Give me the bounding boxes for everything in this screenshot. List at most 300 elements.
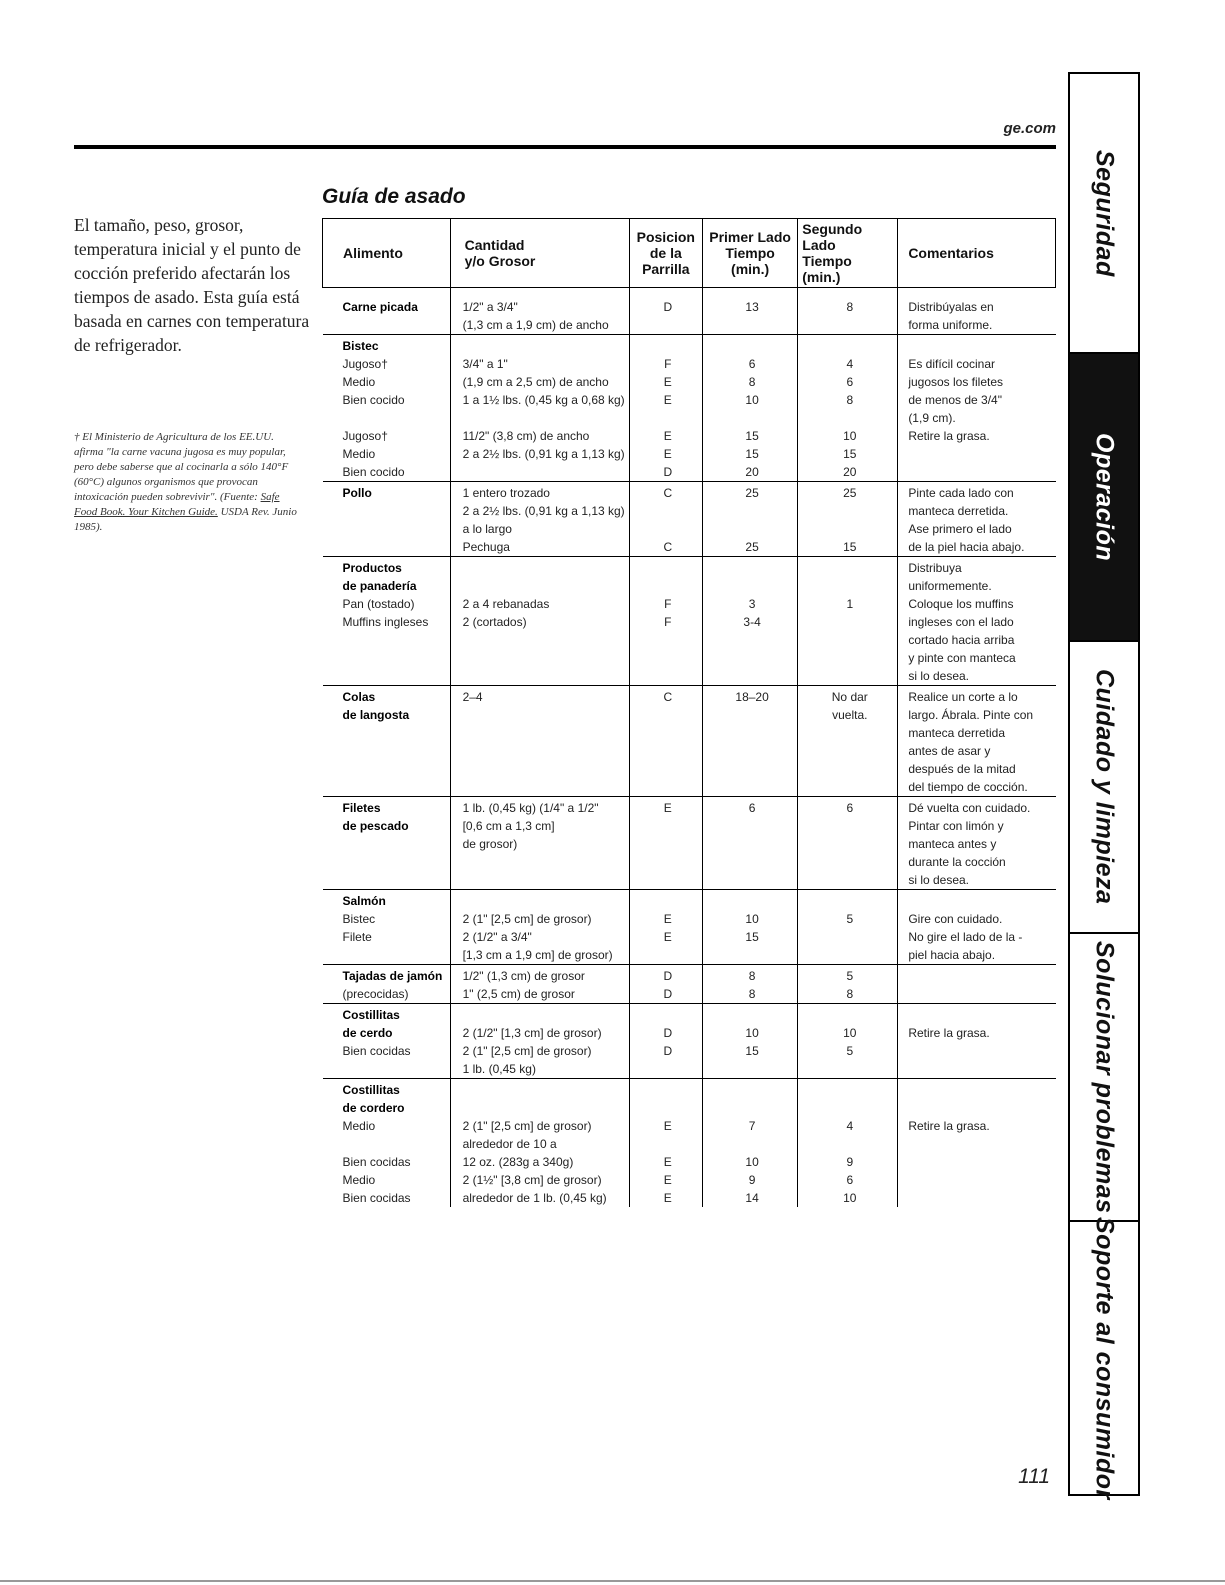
quantity-cell	[450, 706, 629, 724]
second-side-time-cell	[798, 817, 898, 835]
quantity-cell: 2 a 4 rebanadas	[450, 595, 629, 613]
table-row	[323, 706, 1056, 724]
rack-position-cell	[629, 1135, 702, 1153]
table-row	[323, 1117, 1056, 1135]
tab-label: Soporte al consumidor	[1090, 1216, 1119, 1500]
table-row	[323, 817, 1056, 835]
first-side-time-cell: 10	[702, 1153, 797, 1171]
food-cell	[323, 649, 451, 667]
food-cell	[323, 1024, 451, 1042]
first-side-time-cell: 15	[702, 1042, 797, 1060]
rack-position-cell: E	[629, 1189, 702, 1207]
comment-cell: Dé vuelta con cuidado.	[898, 797, 1056, 818]
comment-cell: Coloque los muffins	[898, 595, 1056, 613]
rack-position-cell	[629, 817, 702, 835]
rack-position-cell: F	[629, 355, 702, 373]
table-row	[323, 391, 1056, 409]
table-row	[323, 427, 1056, 445]
table-row	[323, 835, 1056, 853]
table-row	[323, 316, 1056, 335]
intro-paragraph: El tamaño, peso, grosor, temperatura inicial y el punto de cocción preferido afectarán los tiempos de asado. Esta guía está basada en carnes con temperatura de refrigerador.	[74, 215, 310, 355]
food-cell	[323, 1060, 451, 1079]
comment-cell: No gire el lado de la -	[898, 928, 1056, 946]
food-cell	[323, 1079, 451, 1100]
first-side-time-cell: 6	[702, 355, 797, 373]
header-rule	[74, 145, 1056, 149]
food-cell: Bistec	[342, 912, 376, 926]
second-side-time-cell: 8	[798, 985, 898, 1004]
comment-cell: si lo desea.	[898, 871, 1056, 890]
table-row	[323, 631, 1056, 649]
rack-position-cell	[629, 667, 702, 686]
quantity-cell	[450, 557, 629, 578]
table-header-row	[323, 219, 1056, 288]
second-side-time-cell	[798, 316, 898, 335]
comment-cell	[898, 965, 1056, 986]
first-side-time-cell	[702, 706, 797, 724]
second-side-time-cell: No dar	[798, 686, 898, 707]
food-cell	[323, 778, 451, 797]
comment-cell: Retire la grasa.	[898, 427, 1056, 445]
table-row	[323, 928, 1056, 946]
table-row	[323, 965, 1056, 986]
table-row	[323, 1171, 1056, 1189]
second-side-time-cell	[798, 1060, 898, 1079]
comment-cell: cortado hacia arriba	[898, 631, 1056, 649]
first-side-time-cell: 10	[702, 1024, 797, 1042]
rack-position-cell	[629, 335, 702, 356]
comment-cell	[898, 890, 1056, 911]
second-side-time-cell	[798, 1079, 898, 1100]
comment-cell: Gire con cuidado.	[898, 910, 1056, 928]
first-side-time-cell: 8	[702, 373, 797, 391]
quantity-cell: 1 lb. (0,45 kg)	[450, 1060, 629, 1079]
comment-cell: Pintar con limón y	[898, 817, 1056, 835]
first-side-time-cell	[702, 871, 797, 890]
rack-position-cell	[629, 1004, 702, 1025]
tab-seguridad[interactable]	[1070, 74, 1138, 354]
food-group-name: Salmón	[342, 894, 386, 908]
quantity-cell	[450, 742, 629, 760]
quantity-cell: 1 a 1½ lbs. (0,45 kg a 0,68 kg)	[450, 391, 629, 409]
header-rack-position: Posicion de la Parrilla	[629, 219, 702, 288]
rack-position-cell	[629, 1079, 702, 1100]
second-side-time-cell: 4	[798, 1117, 898, 1135]
table-row	[323, 373, 1056, 391]
table-row	[323, 910, 1056, 928]
comment-cell: (1,9 cm).	[898, 409, 1056, 427]
comment-cell	[898, 985, 1056, 1004]
food-cell: Pan (tostado)	[342, 597, 415, 611]
table-row	[323, 577, 1056, 595]
first-side-time-cell: 20	[702, 463, 797, 482]
second-side-time-cell	[798, 502, 898, 520]
first-side-time-cell: 15	[702, 427, 797, 445]
food-group-name: Carne picada	[342, 300, 418, 314]
footnote-source: Safe Food Book. Your Kitchen Guide.	[74, 491, 280, 518]
header-food: Alimento	[323, 219, 451, 288]
comment-cell	[898, 1153, 1056, 1171]
food-cell	[323, 835, 451, 853]
first-side-time-cell	[702, 1004, 797, 1025]
second-side-time-cell: 5	[798, 965, 898, 986]
first-side-time-cell	[702, 890, 797, 911]
first-side-time-cell	[702, 667, 797, 686]
table-row	[323, 538, 1056, 557]
tab-solucionar-problemas[interactable]	[1070, 934, 1138, 1222]
quantity-cell	[450, 649, 629, 667]
second-side-time-cell	[798, 1135, 898, 1153]
quantity-cell: 3/4" a 1"	[450, 355, 629, 373]
first-side-time-cell: 3-4	[702, 613, 797, 631]
table-row	[323, 667, 1056, 686]
quantity-cell: 2 (1" [2,5 cm] de grosor)	[450, 1042, 629, 1060]
tab-operacion[interactable]	[1070, 354, 1138, 642]
second-side-time-cell	[798, 335, 898, 356]
table-row	[323, 502, 1056, 520]
first-side-time-cell: 8	[702, 965, 797, 986]
food-cell	[323, 946, 451, 965]
quantity-cell: 1/2" (1,3 cm) de grosor	[450, 965, 629, 986]
second-side-time-cell	[798, 1004, 898, 1025]
rack-position-cell: C	[629, 686, 702, 707]
comment-cell: manteca derretida	[898, 724, 1056, 742]
rack-position-cell: D	[629, 985, 702, 1004]
second-side-time-cell: 10	[798, 1189, 898, 1207]
rack-position-cell: C	[629, 482, 702, 503]
food-group-name: de panadería	[342, 579, 417, 593]
tab-label: Seguridad	[1090, 149, 1119, 277]
food-cell: Medio	[342, 1173, 376, 1187]
second-side-time-cell: 20	[798, 463, 898, 482]
second-side-time-cell: 8	[798, 391, 898, 409]
rack-position-cell: E	[629, 928, 702, 946]
comment-cell: de la piel hacia abajo.	[898, 538, 1056, 557]
food-cell: Bien cocido	[342, 465, 405, 479]
second-side-time-cell	[798, 520, 898, 538]
rack-position-cell	[629, 520, 702, 538]
food-cell: Bien cocidas	[342, 1044, 411, 1058]
food-cell	[323, 1135, 451, 1153]
food-cell	[323, 706, 451, 724]
first-side-time-cell: 10	[702, 910, 797, 928]
comment-cell	[898, 1189, 1056, 1207]
quantity-cell: de grosor)	[450, 835, 629, 853]
comment-cell: Retire la grasa.	[898, 1117, 1056, 1135]
quantity-cell	[450, 463, 629, 482]
first-side-time-cell: 18–20	[702, 686, 797, 707]
table-row	[323, 613, 1056, 631]
food-cell: Bien cocido	[342, 393, 405, 407]
page-number: 111	[1018, 1465, 1050, 1488]
second-side-time-cell	[798, 946, 898, 965]
rack-position-cell	[629, 1060, 702, 1079]
table-row	[323, 742, 1056, 760]
comment-cell: si lo desea.	[898, 667, 1056, 686]
header-second-side: Segundo Lado Tiempo (min.)	[798, 219, 898, 288]
comment-cell	[898, 1099, 1056, 1117]
table-row	[323, 1024, 1056, 1042]
quantity-cell	[450, 890, 629, 911]
quantity-cell: [0,6 cm a 1,3 cm]	[450, 817, 629, 835]
quantity-cell: 2 (1/2" a 3/4"	[450, 928, 629, 946]
comment-cell	[898, 1004, 1056, 1025]
first-side-time-cell: 25	[702, 538, 797, 557]
table-row	[323, 890, 1056, 911]
quantity-cell	[450, 409, 629, 427]
first-side-time-cell	[702, 817, 797, 835]
comment-cell	[898, 463, 1056, 482]
comment-cell: Retire la grasa.	[898, 1024, 1056, 1042]
second-side-time-cell	[798, 853, 898, 871]
second-side-time-cell: 25	[798, 482, 898, 503]
tab-cuidado-y-limpieza[interactable]	[1070, 642, 1138, 934]
food-cell	[323, 1004, 451, 1025]
table-row	[323, 1099, 1056, 1117]
table-row	[323, 760, 1056, 778]
comment-cell: durante la cocción	[898, 853, 1056, 871]
food-group-name: de cordero	[342, 1101, 405, 1115]
second-side-time-cell	[798, 778, 898, 797]
comment-cell: piel hacia abajo.	[898, 946, 1056, 965]
first-side-time-cell: 15	[702, 928, 797, 946]
rack-position-cell	[629, 724, 702, 742]
header-quantity: Cantidad y/o Grosor	[450, 219, 629, 288]
rack-position-cell	[629, 557, 702, 578]
quantity-cell: 12 oz. (283g a 340g)	[450, 1153, 629, 1171]
table-row	[323, 686, 1056, 707]
second-side-time-cell	[798, 890, 898, 911]
rack-position-cell: E	[629, 1153, 702, 1171]
rack-position-cell: E	[629, 1117, 702, 1135]
rack-position-cell	[629, 631, 702, 649]
quantity-cell: Pechuga	[450, 538, 629, 557]
second-side-time-cell	[798, 724, 898, 742]
second-side-time-cell	[798, 742, 898, 760]
quantity-cell	[450, 760, 629, 778]
second-side-time-cell	[798, 871, 898, 890]
comment-cell: de menos de 3/4"	[898, 391, 1056, 409]
rack-position-cell: E	[629, 1171, 702, 1189]
table-row	[323, 520, 1056, 538]
first-side-time-cell	[702, 760, 797, 778]
header-comments: Comentarios	[898, 219, 1056, 288]
food-group-name: Costillitas	[342, 1083, 400, 1097]
first-side-time-cell	[702, 946, 797, 965]
footnote-tail: USDA Rev. Junio 1985).	[74, 506, 297, 533]
footnote-text: † El Ministerio de Agricultura de los EE.UU. afirma "la carne vacuna jugosa es muy popular, pero debe saberse que al cocinarla a sólo 140°F (60°C) algunos organismos que provocan intoxicación pueden sobrevivir". (Fuente:	[74, 431, 289, 503]
food-cell: Jugoso†	[342, 357, 388, 371]
quantity-cell: 2–4	[450, 686, 629, 707]
rack-position-cell	[629, 871, 702, 890]
second-side-time-cell: 15	[798, 445, 898, 463]
second-side-time-cell: 9	[798, 1153, 898, 1171]
comment-cell: Es difícil cocinar	[898, 355, 1056, 373]
second-side-time-cell: 10	[798, 1024, 898, 1042]
table-row	[323, 445, 1056, 463]
rack-position-cell: E	[629, 427, 702, 445]
rack-position-cell	[629, 1099, 702, 1117]
food-group-name: de langosta	[342, 708, 410, 722]
rack-position-cell	[629, 835, 702, 853]
first-side-time-cell	[702, 1135, 797, 1153]
comment-cell	[898, 1135, 1056, 1153]
bottom-edge	[0, 1580, 1225, 1582]
quantity-cell: 1 entero trozado	[450, 482, 629, 503]
comment-cell	[898, 1171, 1056, 1189]
quantity-cell: alrededor de 1 lb. (0,45 kg)	[450, 1189, 629, 1207]
comment-cell: y pinte con manteca	[898, 649, 1056, 667]
food-cell: Muffins ingleses	[342, 615, 429, 629]
quantity-cell: 2 (cortados)	[450, 613, 629, 631]
comment-cell	[898, 445, 1056, 463]
rack-position-cell: F	[629, 613, 702, 631]
comment-cell: manteca derretida.	[898, 502, 1056, 520]
quantity-cell	[450, 1079, 629, 1100]
food-cell	[323, 797, 451, 818]
rack-position-cell: F	[629, 595, 702, 613]
quantity-cell: 2 (1" [2,5 cm] de grosor)	[450, 910, 629, 928]
second-side-time-cell: 6	[798, 797, 898, 818]
first-side-time-cell	[702, 520, 797, 538]
comment-cell: después de la mitad	[898, 760, 1056, 778]
first-side-time-cell	[702, 1060, 797, 1079]
second-side-time-cell	[798, 1099, 898, 1117]
food-group-name: Productos	[342, 561, 402, 575]
food-cell: Bien cocidas	[342, 1155, 411, 1169]
comment-cell: uniformemente.	[898, 577, 1056, 595]
food-cell	[323, 335, 451, 356]
food-cell	[323, 557, 451, 578]
food-cell	[323, 409, 451, 427]
header-first-side: Primer Lado Tiempo (min.)	[702, 219, 797, 288]
comment-cell: forma uniforme.	[898, 316, 1056, 335]
rack-position-cell	[629, 409, 702, 427]
table-row	[323, 1153, 1056, 1171]
quantity-cell: 11/2" (3,8 cm) de ancho	[450, 427, 629, 445]
second-side-time-cell: 6	[798, 1171, 898, 1189]
comment-cell: del tiempo de cocción.	[898, 778, 1056, 797]
rack-position-cell	[629, 649, 702, 667]
food-cell	[323, 502, 451, 520]
rack-position-cell: E	[629, 797, 702, 818]
quantity-cell	[450, 871, 629, 890]
second-side-time-cell	[798, 835, 898, 853]
food-cell	[323, 1099, 451, 1117]
quantity-cell	[450, 853, 629, 871]
table-row	[323, 724, 1056, 742]
second-side-time-cell: 15	[798, 538, 898, 557]
food-group-name: Pollo	[342, 486, 372, 500]
comment-cell: Distribuya	[898, 557, 1056, 578]
rack-position-cell: E	[629, 910, 702, 928]
second-side-time-cell: 6	[798, 373, 898, 391]
food-cell	[323, 742, 451, 760]
rack-position-cell	[629, 706, 702, 724]
tab-label: Operación	[1090, 432, 1119, 562]
comment-cell: jugosos los filetes	[898, 373, 1056, 391]
food-group-name: Tajadas de jamón	[342, 969, 443, 983]
second-side-time-cell: 8	[798, 288, 898, 317]
quantity-cell: 2 (1" [2,5 cm] de grosor)	[450, 1117, 629, 1135]
second-side-time-cell	[798, 649, 898, 667]
rack-position-cell	[629, 946, 702, 965]
first-side-time-cell	[702, 631, 797, 649]
table-row	[323, 1042, 1056, 1060]
quantity-cell: 1" (2,5 cm) de grosor	[450, 985, 629, 1004]
food-group-name: Bistec	[342, 339, 379, 353]
quantity-cell: 2 a 2½ lbs. (0,91 kg a 1,13 kg)	[450, 502, 629, 520]
comment-cell: antes de asar y	[898, 742, 1056, 760]
first-side-time-cell	[702, 502, 797, 520]
comment-cell: Distribúyalas en	[898, 288, 1056, 317]
first-side-time-cell: 6	[702, 797, 797, 818]
rack-position-cell: E	[629, 391, 702, 409]
rack-position-cell	[629, 502, 702, 520]
second-side-time-cell	[798, 631, 898, 649]
second-side-time-cell	[798, 928, 898, 946]
food-cell: Jugoso†	[342, 429, 388, 443]
comment-cell	[898, 1042, 1056, 1060]
table-row	[323, 335, 1056, 356]
second-side-time-cell	[798, 409, 898, 427]
broil-guide-table	[322, 218, 1056, 1207]
food-cell	[323, 538, 451, 557]
rack-position-cell: D	[629, 965, 702, 986]
second-side-time-cell	[798, 667, 898, 686]
comment-cell: Ase primero el lado	[898, 520, 1056, 538]
comment-cell	[898, 1060, 1056, 1079]
table-row	[323, 853, 1056, 871]
second-side-time-cell	[798, 760, 898, 778]
first-side-time-cell	[702, 557, 797, 578]
quantity-cell	[450, 667, 629, 686]
second-side-time-cell: 1	[798, 595, 898, 613]
food-group-name: Costillitas	[342, 1008, 400, 1022]
rack-position-cell	[629, 853, 702, 871]
first-side-time-cell: 13	[702, 288, 797, 317]
rack-position-cell: E	[629, 373, 702, 391]
table-row	[323, 482, 1056, 503]
quantity-cell: 1/2" a 3/4"	[450, 288, 629, 317]
first-side-time-cell: 14	[702, 1189, 797, 1207]
food-group-name: Filetes	[342, 801, 381, 815]
tab-label: Solucionar problemas	[1090, 940, 1119, 1214]
food-cell: Medio	[342, 447, 376, 461]
food-cell	[323, 760, 451, 778]
food-cell	[323, 686, 451, 707]
first-side-time-cell	[702, 577, 797, 595]
first-side-time-cell	[702, 742, 797, 760]
food-cell	[323, 577, 451, 595]
second-side-time-cell	[798, 557, 898, 578]
table-row	[323, 463, 1056, 482]
tab-soporte-al-consumidor[interactable]	[1070, 1216, 1138, 1500]
first-side-time-cell	[702, 409, 797, 427]
rack-position-cell: D	[629, 1024, 702, 1042]
table-row	[323, 797, 1056, 818]
quantity-cell: alrededor de 10 a	[450, 1135, 629, 1153]
second-side-time-cell: 5	[798, 910, 898, 928]
rack-position-cell	[629, 890, 702, 911]
first-side-time-cell	[702, 649, 797, 667]
food-cell	[323, 965, 451, 986]
page-title: Guía de asado	[322, 185, 466, 208]
food-group-name: Colas	[342, 690, 376, 704]
food-cell	[323, 871, 451, 890]
footnote	[74, 430, 299, 535]
rack-position-cell	[629, 742, 702, 760]
